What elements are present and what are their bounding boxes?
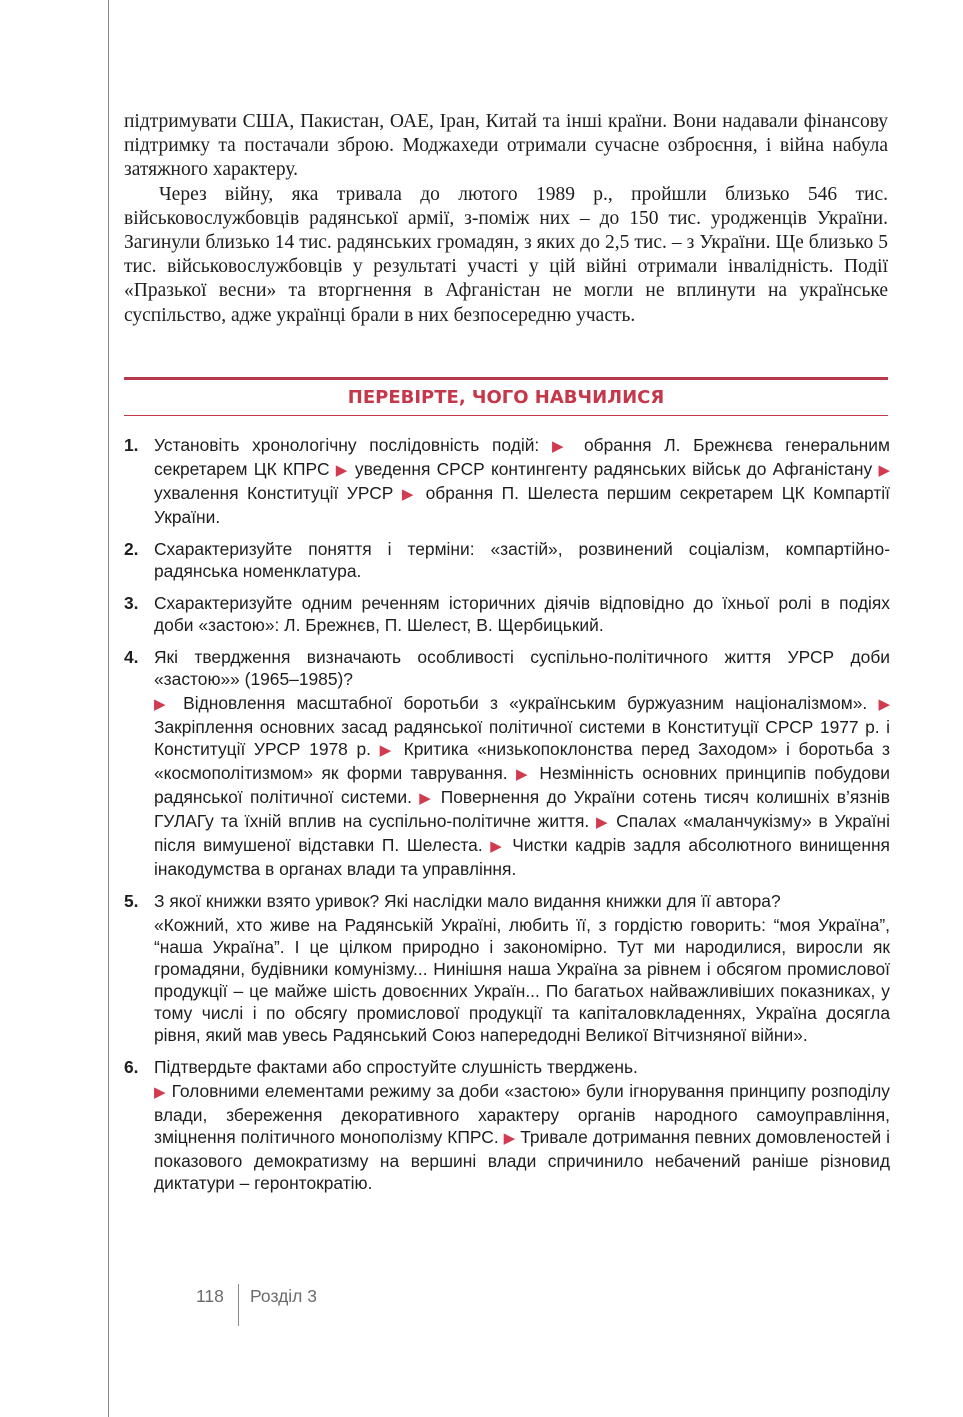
statement-item: Закріплення основних засад радянської політичної системи в Конституції СРСР 1977 р. і Конституції УРСР 1978 р. bbox=[154, 717, 890, 759]
statement-list bbox=[154, 692, 890, 880]
page-margin-rule bbox=[108, 0, 109, 1417]
event-item: обрання П. Шелеста першим секретарем ЦК Компартії України. bbox=[154, 483, 890, 527]
section-title: ПЕРЕВІРТЕ, ЧОГО НАВЧИЛИСЯ bbox=[347, 387, 665, 408]
question-number: 3. bbox=[124, 593, 139, 613]
question-3 bbox=[124, 592, 890, 636]
triangle-right-icon: ▶ bbox=[503, 1130, 516, 1147]
quote-excerpt: «Кожний, хто живе на Радянській Україні, любить її, з гордістю говорить: “моя Україна”, “наша Україна”. І це цілком природно і закономірно. Тут ми народилися, виросли як громадяни, будівники комунізму... Нинішня наша Україна за рівнем і обсягом промислової продукції – це майже шість довоєнних Україн... По багатьох найважливіших показниках, у тому числі і по обсягу промислової продукції та капіталовкладеннях, Україна досягла рівня, який мав увесь Радянський Союз напередодні Великої Вітчизняної війни». bbox=[154, 915, 890, 1045]
question-text: Схарактеризуйте поняття і терміни: «застій», розвинений соціалізм, компартійно-радянська номенклатура. bbox=[154, 539, 890, 581]
body-paragraph: Через війну, яка тривала до лютого 1989 р., пройшли близько 546 тис. військовослужбовців радянської армії, з-поміж них – до 150 тис. уродженців України. Загинули близько 14 тис. радянських громадян, з яких до 2,5 тис. – з України. Ще близько 5 тис. військовослужбовців у результаті участі у цій війні отримали інвалідність. Події «Празької весни» та вторгнення в Афганістан не могли не вплинути на українське суспільство, адже українці брали в них безпосередню участь. bbox=[124, 183, 888, 326]
question-number: 4. bbox=[124, 647, 139, 667]
statement-item: Головними елементами режиму за доби «застою» були ігнорування принципу розподілу влади, збереження декоративного характеру органів народного самоуправління, зміцнення політичного монополізму КПРС. bbox=[154, 1081, 890, 1147]
statement-item: Повернення до України сотень тисяч колишніх в’язнів ГУЛАГу та їхній вплив на суспільно-політичне життя. bbox=[154, 787, 890, 831]
question-text: Схарактеризуйте одним реченням історичних діячів відповідно до їхньої ролі в подіях доби «застою»: Л. Брежнєв, П. Шелест, В. Щербицький. bbox=[154, 593, 890, 635]
question-number: 1. bbox=[124, 435, 139, 455]
question-6 bbox=[124, 1056, 890, 1194]
question-lead: Установіть хронологічну послідовність подій: bbox=[154, 435, 540, 455]
question-text: Які твердження визначають особливості суспільно-політичного життя УРСР доби «застою»» (1965–1985)? bbox=[154, 647, 890, 689]
statement-list bbox=[154, 1080, 890, 1194]
triangle-right-icon: ▶ bbox=[419, 790, 434, 807]
triangle-right-icon: ▶ bbox=[595, 814, 610, 831]
body-text bbox=[124, 110, 888, 328]
triangle-right-icon: ▶ bbox=[401, 486, 418, 503]
statement-item: Незмінність основних принципів побудови радянської політичної системи. bbox=[154, 763, 890, 807]
statement-item: Спалах «маланчукізму» в Україні після вимушеної відставки П. Шелеста. bbox=[154, 811, 890, 855]
statement-item: Тривале дотримання певних домовленостей і показового демократизму на вершині влади спричинило небачений раніше різновид диктатури – геронтократію. bbox=[154, 1127, 890, 1193]
triangle-right-icon: ▶ bbox=[878, 696, 890, 713]
triangle-right-icon: ▶ bbox=[154, 696, 172, 713]
question-5 bbox=[124, 890, 890, 1046]
triangle-right-icon: ▶ bbox=[551, 438, 572, 455]
section-rule-bottom bbox=[124, 415, 888, 416]
triangle-right-icon: ▶ bbox=[379, 742, 395, 759]
questions-list bbox=[124, 434, 890, 1204]
triangle-right-icon: ▶ bbox=[335, 462, 349, 479]
chapter-label: Розділ 3 bbox=[250, 1286, 317, 1306]
statement-item: Критика «низькопоклонства перед Заходом» і боротьба з «космополітизмом» як форми таврування. bbox=[154, 739, 890, 783]
question-text: З якої книжки взято уривок? Які наслідки мало видання книжки для її автора? bbox=[154, 891, 781, 911]
triangle-right-icon: ▶ bbox=[490, 838, 505, 855]
question-text: Підтвердьте фактами або спростуйте слушність тверджень. bbox=[154, 1057, 638, 1077]
triangle-right-icon: ▶ bbox=[154, 1084, 167, 1101]
question-1 bbox=[124, 434, 890, 528]
question-number: 5. bbox=[124, 891, 139, 911]
triangle-right-icon: ▶ bbox=[878, 462, 891, 479]
question-number: 2. bbox=[124, 539, 139, 559]
question-2 bbox=[124, 538, 890, 582]
section-rule-top bbox=[124, 377, 888, 380]
question-text bbox=[154, 434, 890, 528]
body-paragraph: підтримувати США, Пакистан, ОАЕ, Іран, Китай та інші країни. Вони надавали фінансову підтримку та постачали зброю. Моджахеди отримали сучасне озброєння, і війна набула затяжного характеру. bbox=[124, 111, 888, 181]
event-item: уведення СРСР контингенту радянських військ до Афганістану bbox=[354, 459, 873, 479]
page-number: 118 bbox=[196, 1286, 224, 1306]
footer-divider bbox=[238, 1284, 239, 1326]
statement-item: Чистки кадрів задля абсолютного винищення інакодумства в органах влади та управління. bbox=[154, 835, 890, 879]
event-item: обрання Л. Брежнєва генеральним секретарем ЦК КПРС bbox=[154, 435, 890, 479]
triangle-right-icon: ▶ bbox=[515, 766, 532, 783]
statement-item: Відновлення масштабної боротьби з «українським буржуазним націоналізмом». bbox=[183, 693, 868, 713]
question-4 bbox=[124, 646, 890, 880]
event-item: ухвалення Конституції УРСР bbox=[154, 483, 394, 503]
question-number: 6. bbox=[124, 1057, 139, 1077]
